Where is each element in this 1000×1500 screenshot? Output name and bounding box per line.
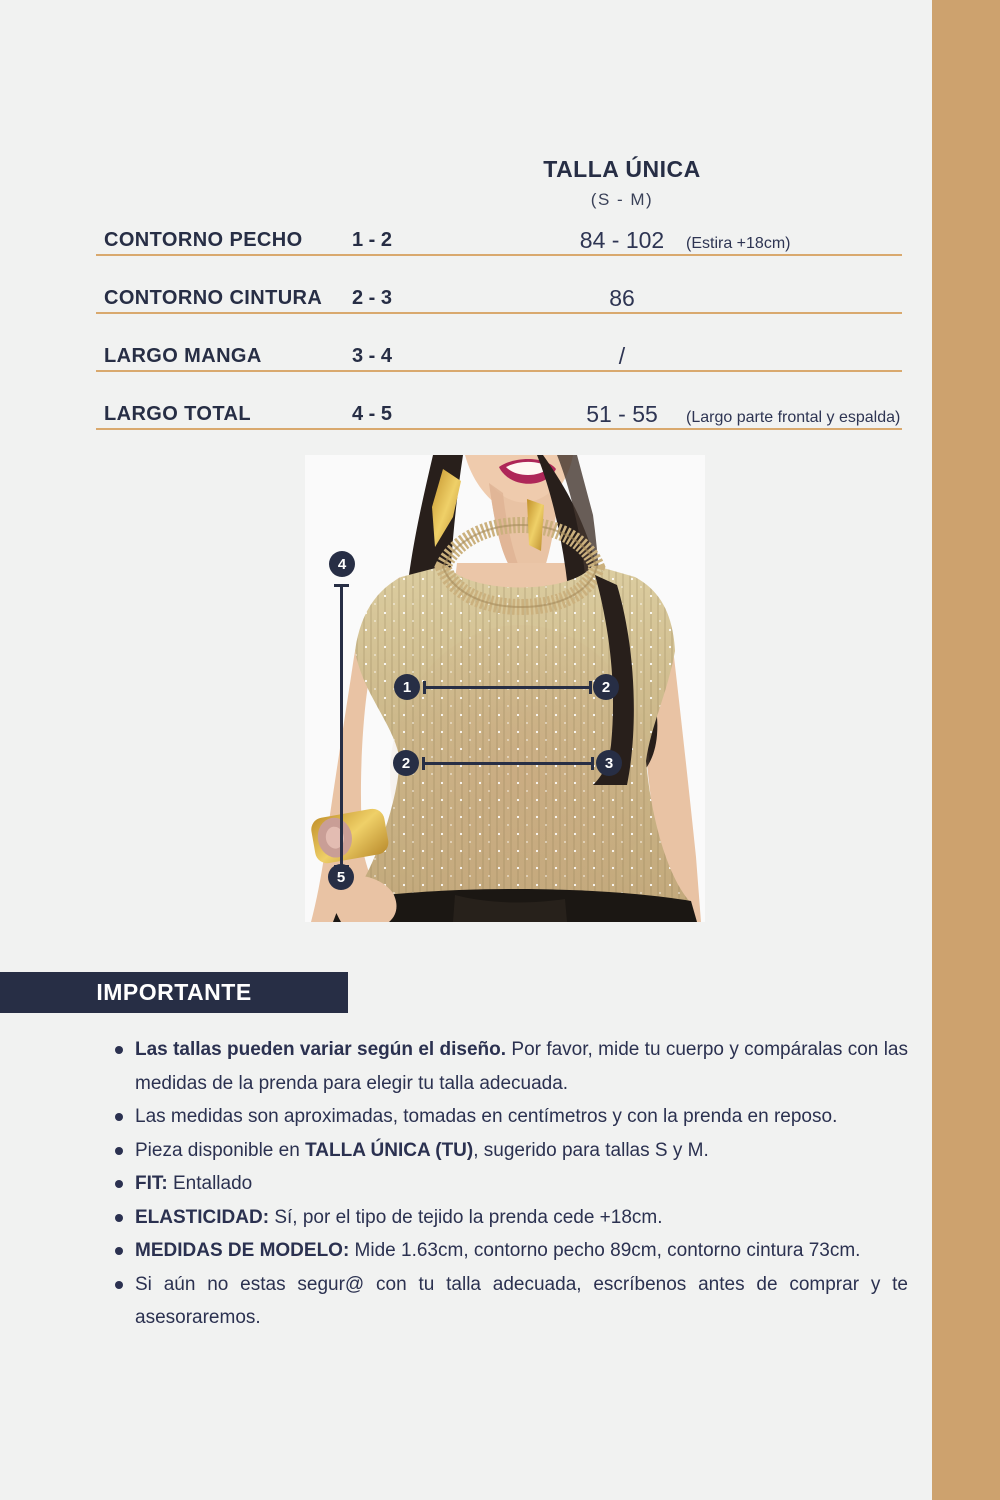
row-value-number: 51 - 55 bbox=[586, 401, 658, 427]
table-row bbox=[0, 400, 1000, 428]
important-banner-label: IMPORTANTE bbox=[96, 979, 252, 1005]
measure-badge-chest-start: 1 bbox=[394, 674, 420, 700]
list-item: Las tallas pueden variar según el diseño. Por favor, mide tu cuerpo y compáralas con las medidas de la prenda para elegir tu talla adecuada. bbox=[108, 1033, 908, 1100]
size-subtitle: (S - M) bbox=[590, 190, 654, 209]
list-item: ELASTICIDAD: Sí, por el tipo de tejido la prenda cede +18cm. bbox=[108, 1201, 908, 1235]
measure-badge-length-bottom: 5 bbox=[328, 864, 354, 890]
important-banner bbox=[0, 972, 348, 1013]
row-value bbox=[562, 226, 790, 254]
row-label: LARGO MANGA bbox=[104, 345, 262, 367]
measure-badge-chest-end: 2 bbox=[593, 674, 619, 700]
measure-line-length bbox=[340, 585, 343, 867]
row-value-note: (Estira +18cm) bbox=[686, 235, 791, 252]
measure-line-cap bbox=[591, 757, 594, 770]
row-range: 4 - 5 bbox=[352, 403, 393, 425]
important-notes bbox=[108, 1033, 908, 1335]
row-range: 2 - 3 bbox=[352, 287, 393, 309]
list-item: FIT: Entallado bbox=[108, 1167, 908, 1201]
list-item: Si aún no estas segur@ con tu talla adecuada, escríbenos antes de comprar y te asesoraremos. bbox=[108, 1268, 908, 1335]
product-photo bbox=[305, 455, 705, 922]
row-divider bbox=[96, 428, 902, 430]
row-divider bbox=[96, 312, 902, 314]
row-value bbox=[562, 342, 686, 370]
row-label: LARGO TOTAL bbox=[104, 403, 251, 425]
table-row bbox=[0, 226, 1000, 254]
row-value bbox=[562, 284, 686, 312]
row-divider bbox=[96, 254, 902, 256]
size-table-header bbox=[472, 156, 772, 210]
row-range: 3 - 4 bbox=[352, 345, 393, 367]
row-value-note: (Largo parte frontal y espalda) bbox=[686, 409, 901, 426]
measure-line-waist bbox=[423, 762, 593, 765]
row-value-number: / bbox=[618, 343, 626, 369]
measure-line-cap bbox=[589, 681, 592, 694]
row-value-number: 86 bbox=[609, 285, 635, 311]
row-label: CONTORNO CINTURA bbox=[104, 287, 323, 309]
measure-badge-waist-start: 2 bbox=[393, 750, 419, 776]
row-range: 1 - 2 bbox=[352, 229, 393, 251]
measure-badge-waist-end: 3 bbox=[596, 750, 622, 776]
measure-badge-length-top: 4 bbox=[329, 551, 355, 577]
row-label: CONTORNO PECHO bbox=[104, 229, 303, 251]
table-row bbox=[0, 342, 1000, 370]
list-item: Pieza disponible en TALLA ÚNICA (TU), sugerido para tallas S y M. bbox=[108, 1134, 908, 1168]
row-value-number: 84 - 102 bbox=[579, 227, 665, 253]
row-value bbox=[562, 400, 900, 428]
measure-line-chest bbox=[424, 686, 591, 689]
table-row bbox=[0, 284, 1000, 312]
right-accent-band bbox=[932, 0, 1000, 1500]
row-divider bbox=[96, 370, 902, 372]
size-title: TALLA ÚNICA bbox=[543, 156, 701, 182]
list-item: MEDIDAS DE MODELO: Mide 1.63cm, contorno pecho 89cm, contorno cintura 73cm. bbox=[108, 1234, 908, 1268]
list-item: Las medidas son aproximadas, tomadas en centímetros y con la prenda en reposo. bbox=[108, 1100, 908, 1134]
